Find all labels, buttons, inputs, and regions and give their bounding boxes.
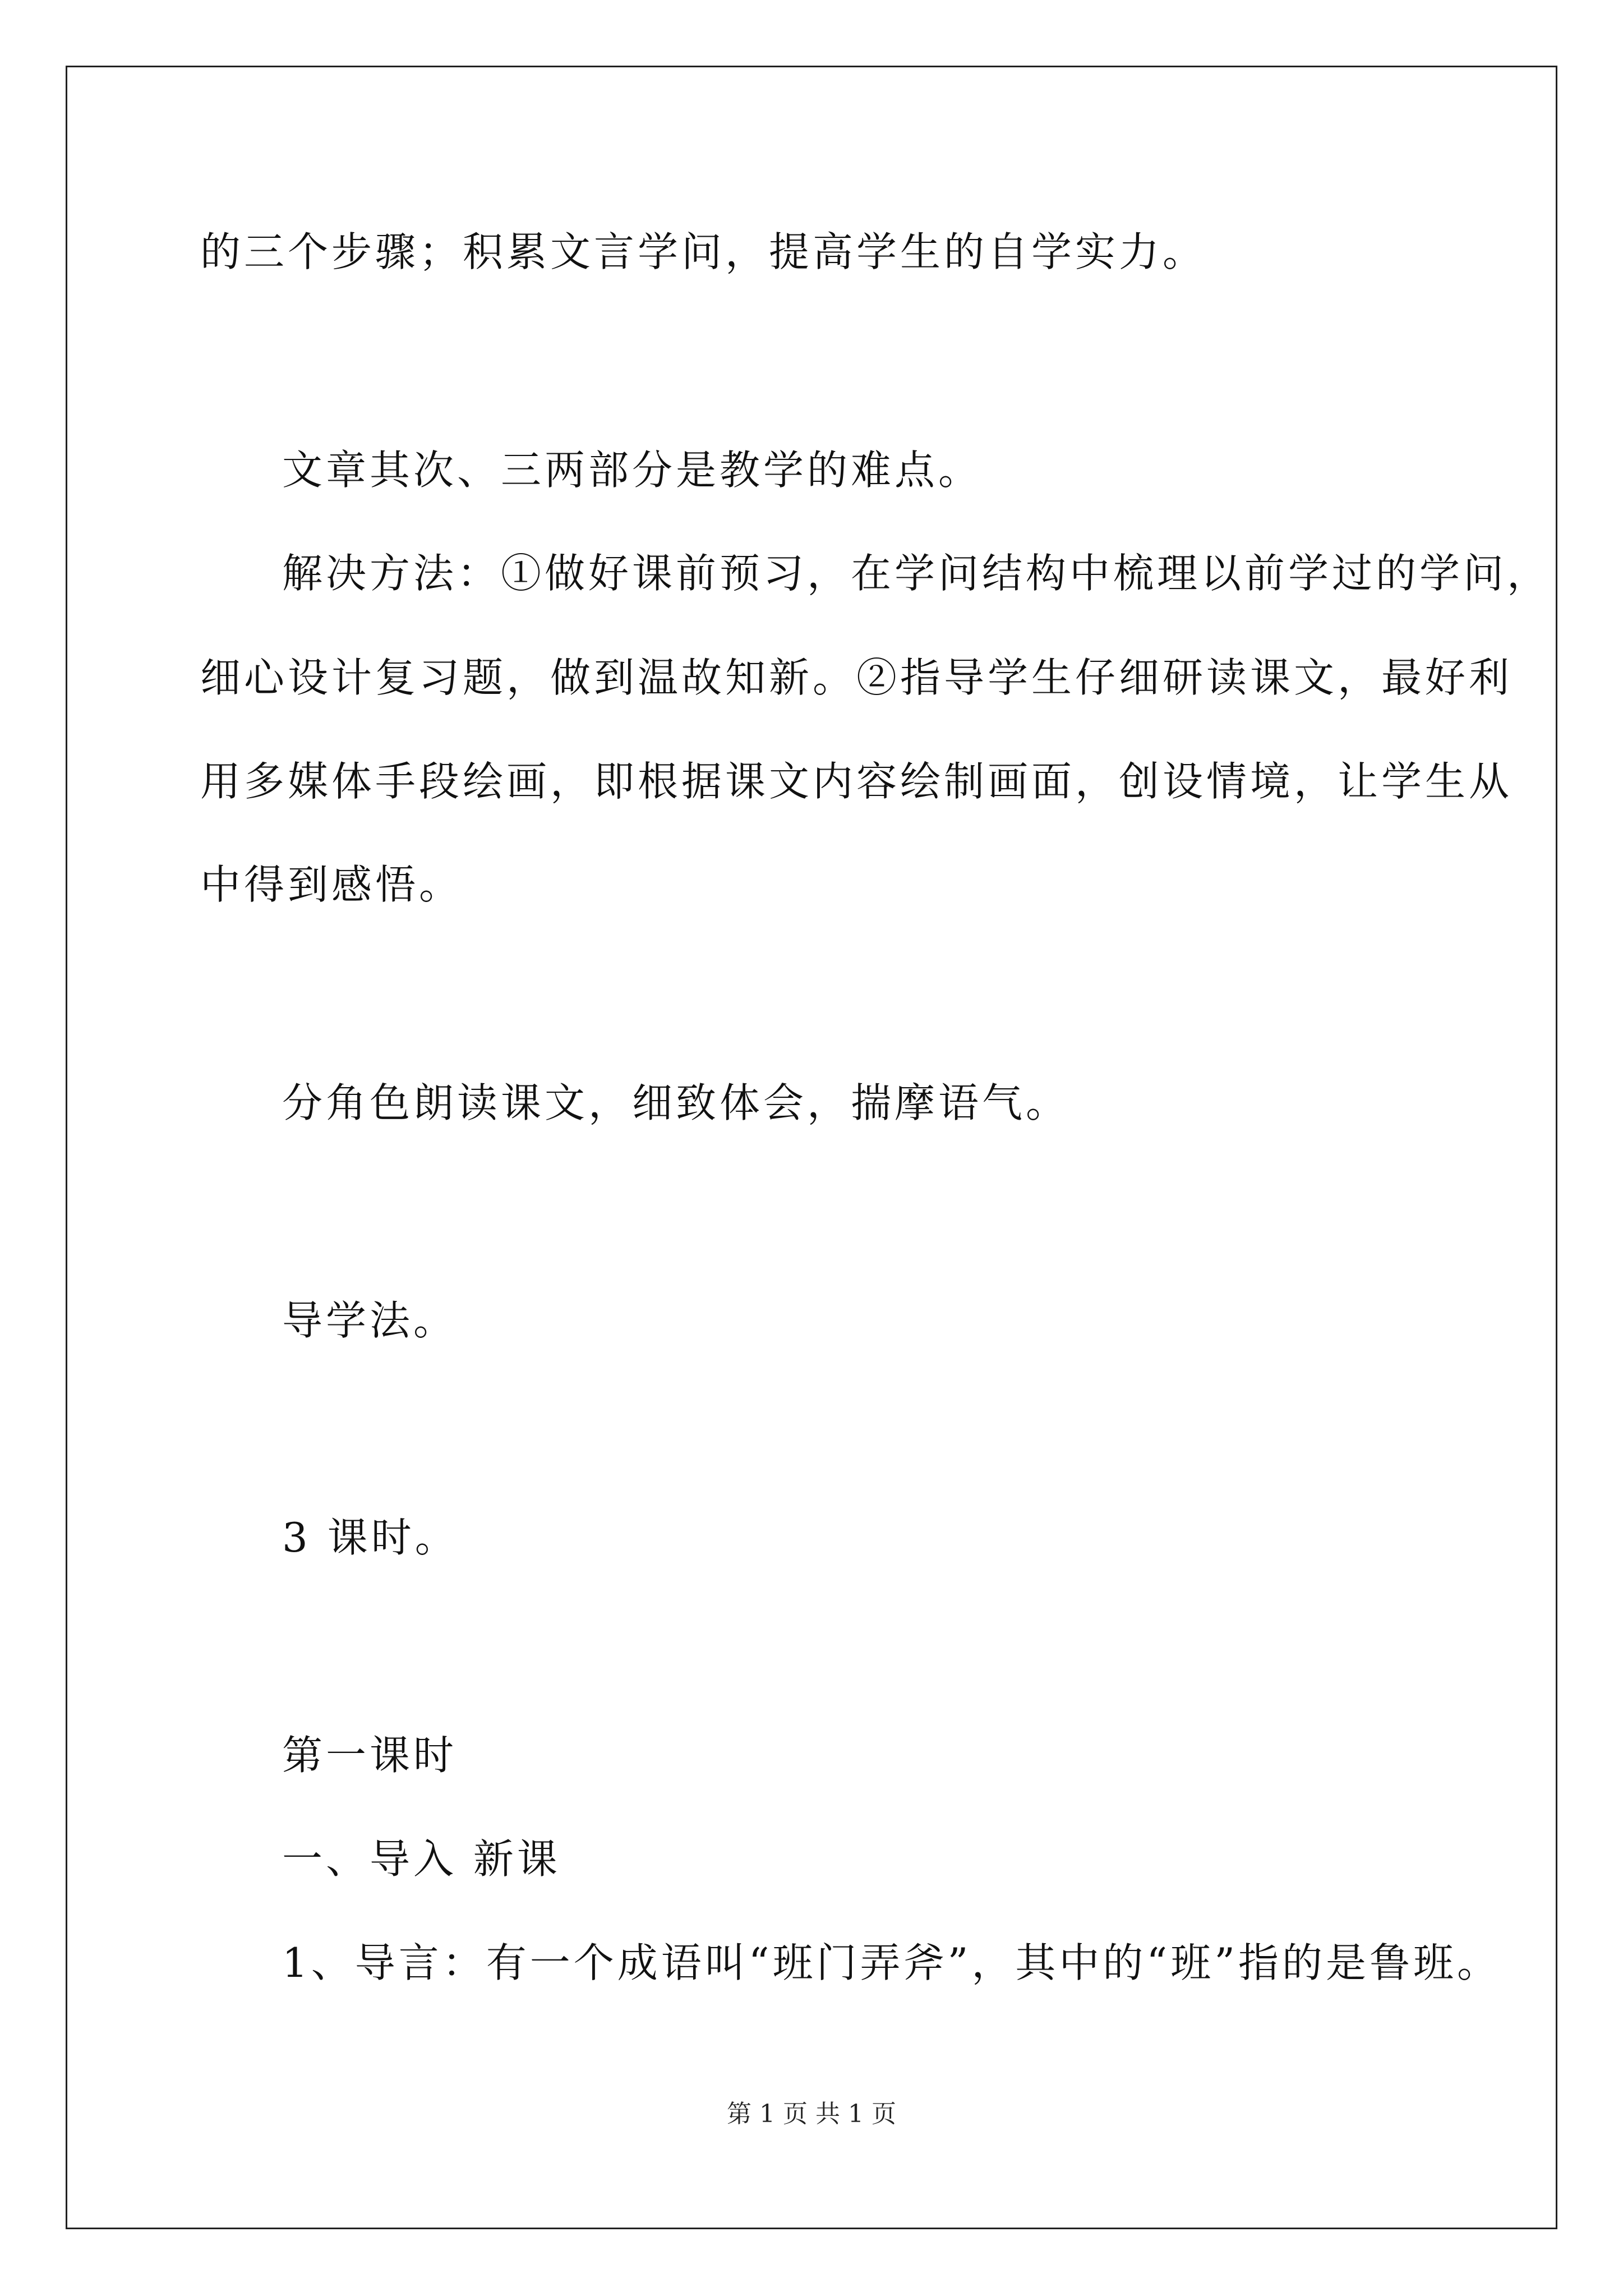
text-line: 的三个步骤；积累文言学问，提高学生的自学实力。 [200,228,1207,275]
page-border [66,66,1557,2229]
text-line: 用多媒体手段绘画，即根据课文内容绘制画面，创设情境，让学生从 [200,758,1513,805]
page-number-footer: 第 1 页 共 1 页 [727,2100,896,2128]
text-line: 细心设计复习题，做到温故知新。②指导学生仔细研读课文，最好利 [200,654,1513,701]
text-line: 文章其次、三两部分是教学的难点。 [282,447,983,494]
text-line: 一、导入 新课 [282,1835,561,1883]
text-line: 中得到感悟。 [200,861,463,908]
text-line: 解决方法：①做好课前预习，在学问结构中梳理以前学过的学问， [282,550,1551,597]
text-line: 第一课时 [282,1732,458,1779]
text-line: 3 课时。 [282,1514,459,1561]
text-line: 分角色朗读课文，细致体会，揣摩语气。 [282,1079,1070,1126]
text-line: 导学法。 [282,1297,458,1344]
text-line: 1、导言：有一个成语叫“班门弄斧”，其中的“班”指的是鲁班。 [282,1939,1501,1986]
